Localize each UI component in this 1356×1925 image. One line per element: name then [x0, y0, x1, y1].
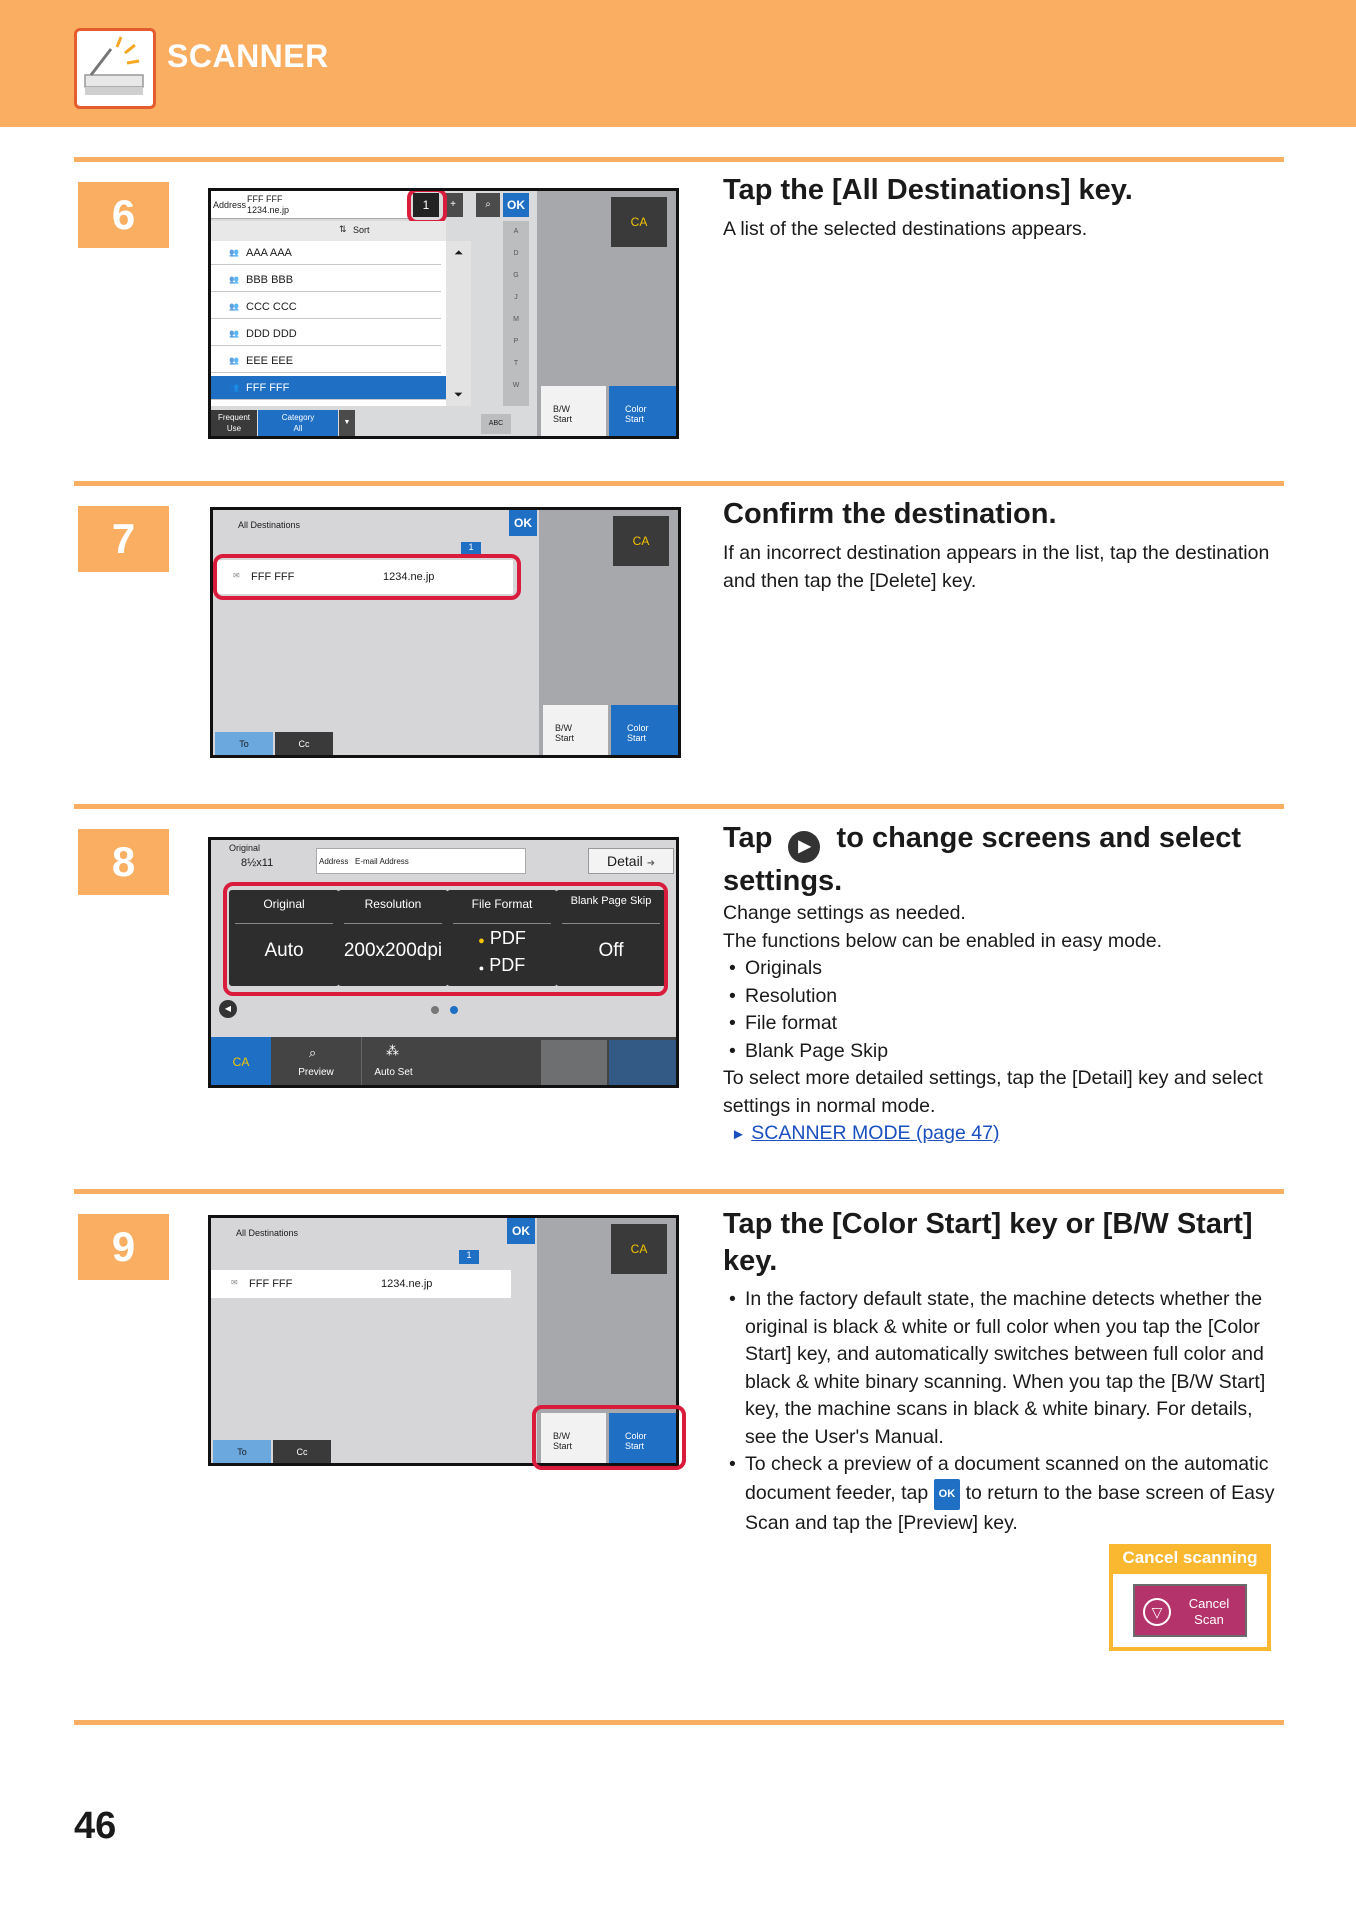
divider [74, 804, 1284, 809]
tile-value: PDF [489, 928, 526, 948]
step-number: 8 [78, 829, 169, 895]
preview-icon: ⌕ [309, 1045, 317, 1060]
heading-text: to change screens and select settings. [723, 822, 1242, 897]
color-label: Color [625, 1431, 647, 1441]
search-icon[interactable]: ⌕ [476, 193, 500, 217]
chevron-down-icon[interactable]: ▼ [339, 410, 355, 436]
page-header [0, 0, 1356, 127]
tile-title: Resolution [344, 890, 442, 924]
list-item[interactable] [211, 268, 441, 292]
list-item-label: AAA AAA [246, 247, 292, 259]
color-label: Start [625, 1441, 645, 1451]
scanner-mode-link[interactable]: SCANNER MODE (page 47) [751, 1122, 1000, 1144]
magic-wand-icon: ⁂ [386, 1043, 399, 1058]
original-label: Original [229, 843, 261, 853]
count-badge: 1 [459, 1250, 479, 1264]
index-letter[interactable]: A [513, 228, 519, 235]
sort-icon: ⇅ [339, 224, 347, 234]
step-body: A list of the selected destinations appears. [723, 218, 1088, 240]
prev-screen-icon[interactable]: ◀ [219, 1000, 237, 1018]
tile-value: Auto [264, 940, 304, 961]
bw-dot-icon: ● [478, 963, 485, 973]
dest-name: FFF FFF [249, 1278, 293, 1290]
bw-label: B/W [553, 1431, 570, 1441]
list-item[interactable] [211, 241, 441, 265]
index-letter[interactable]: D [513, 250, 519, 257]
highlight-box [407, 188, 447, 224]
bw-start-button-disabled [541, 1040, 607, 1086]
body-line: Change settings as needed. [723, 902, 966, 924]
category-value: All [293, 424, 303, 433]
tile-title: Blank Page Skip [562, 890, 660, 924]
address-bar[interactable] [211, 191, 411, 219]
arrow-right-icon: ➜ [646, 858, 656, 869]
cancel-scanning-box [1109, 1544, 1271, 1651]
contact-icon: 👥 [229, 383, 239, 392]
address-label: Address [319, 857, 349, 866]
cancel-box-title: Cancel scanning [1122, 1548, 1258, 1567]
color-label: Color [625, 404, 647, 414]
list-item-label: FFF FFF [246, 382, 290, 394]
list-title: All Destinations [236, 1228, 299, 1238]
divider [74, 481, 1284, 486]
count-badge: 1 [461, 542, 481, 554]
destination-row[interactable] [211, 1270, 511, 1298]
bullet-item: • In the factory default state, the machine detects whether the original is black & white or full color when you tap the [Color Start] key, and automatically switches between full color and black & white binary scanning. When you tap the [B/W Start] key, the machine scans in black & white binary. For details, see the User's Manual. [723, 1286, 1283, 1451]
section-title: SCANNER [167, 38, 329, 74]
contact-icon: 👥 [229, 275, 239, 284]
arrow-right-icon: ► [731, 1126, 746, 1143]
screenshot-step7 [210, 507, 681, 758]
step-body [723, 1286, 1283, 1538]
color-start-button[interactable] [609, 386, 677, 436]
bw-label: B/W [553, 404, 570, 414]
list-item[interactable] [211, 376, 446, 400]
address-value: 1234.ne.jp [247, 205, 290, 215]
category-select[interactable] [258, 410, 338, 436]
category-label: Category [281, 413, 315, 422]
index-letter[interactable]: J [514, 294, 518, 301]
step-body: If an incorrect destination appears in the list, tap the destination and then tap the [Delete] key. [723, 542, 1270, 592]
ok-button[interactable]: OK [507, 1218, 535, 1244]
abc-button[interactable]: ABC [481, 414, 511, 434]
next-screen-icon: ▶ [788, 831, 820, 863]
tile-value: PDF [489, 955, 526, 975]
list-item[interactable] [211, 322, 441, 346]
tile-title: File Format [453, 890, 551, 924]
bw-label: B/W [555, 723, 572, 733]
address-placeholder: E-mail Address [355, 857, 409, 866]
ok-button[interactable]: OK [509, 510, 537, 536]
dest-name: FFF FFF [251, 571, 295, 583]
tile-value: Off [598, 940, 624, 961]
color-label: Start [625, 414, 645, 424]
ok-button[interactable]: OK [503, 193, 529, 217]
address-field[interactable] [316, 848, 526, 874]
bw-label: Start [553, 1441, 573, 1451]
contact-icon: 👥 [229, 302, 239, 311]
ca-button[interactable]: CA [211, 1037, 271, 1087]
cc-tab[interactable]: Cc [273, 1440, 331, 1464]
mail-icon: ✉ [233, 571, 240, 580]
screenshot-step8 [208, 837, 679, 1088]
contact-icon: 👥 [229, 248, 239, 257]
cancel-label: Scan [1194, 1612, 1224, 1627]
index-letter[interactable]: P [513, 338, 519, 345]
highlight-box [213, 554, 521, 600]
bullet-item: • Resolution [723, 983, 1283, 1011]
page-dot [431, 1006, 439, 1014]
to-tab[interactable]: To [215, 732, 273, 756]
preview-button[interactable] [273, 1037, 359, 1087]
destination-list [211, 241, 446, 406]
bw-start-button[interactable] [543, 705, 608, 755]
body-line: The functions below can be enabled in easy mode. [723, 929, 1163, 952]
bw-label: Start [555, 733, 575, 743]
step-number: 6 [78, 182, 169, 248]
stop-icon: ▽ [1143, 1598, 1171, 1626]
page-number: 46 [74, 1805, 117, 1847]
bullet-item: • Originals [723, 955, 1283, 983]
tile-value: 200x200dpi [343, 940, 443, 961]
index-letter[interactable]: M [513, 316, 519, 323]
address-label: Address [213, 200, 247, 210]
bullet-text: to return to the base screen of Easy Scan and tap the [Preview] key. [745, 1481, 1275, 1534]
frequent-use-tab[interactable]: Frequent Use [211, 410, 257, 436]
step-number: 7 [78, 506, 169, 572]
step-heading: Tap the [Color Start] key or [B/W Start] key. [723, 1208, 1253, 1277]
highlight-box [532, 1405, 686, 1470]
list-item-label: DDD DDD [246, 328, 297, 340]
dest-address: 1234.ne.jp [383, 571, 435, 583]
ca-button[interactable]: CA [613, 516, 669, 566]
to-tab[interactable]: To [213, 1440, 271, 1464]
index-letter[interactable]: G [513, 272, 519, 279]
heading-text: Tap [723, 822, 773, 854]
highlight-box [223, 882, 668, 996]
list-item-label: BBB BBB [246, 274, 294, 286]
step-body [723, 900, 1283, 1149]
divider [74, 1189, 1284, 1194]
bullet-item: • File format [723, 1010, 1283, 1038]
list-item-label: CCC CCC [246, 301, 297, 313]
dest-address: 1234.ne.jp [381, 1278, 433, 1290]
bw-start-button[interactable] [541, 386, 606, 436]
bullet-text: To check a preview of a document scanned on the automatic document feeder, tap [745, 1453, 1269, 1504]
bw-label: Start [553, 414, 573, 424]
divider [74, 1720, 1284, 1725]
preview-label: Preview [298, 1067, 334, 1078]
screenshot-step6 [208, 188, 679, 439]
auto-set-button[interactable] [361, 1037, 425, 1087]
add-icon[interactable]: + [443, 193, 463, 217]
index-letter[interactable]: W [512, 382, 520, 389]
list-item[interactable] [211, 349, 441, 373]
address-value: FFF FFF [247, 194, 283, 204]
scroll-top-icon[interactable]: ⏶ [454, 247, 463, 259]
contact-icon: 👥 [229, 356, 239, 365]
dest-list-panel [211, 1218, 537, 1463]
step-heading: Tap the [All Destinations] key. [723, 174, 1133, 206]
contact-icon: 👥 [229, 329, 239, 338]
ca-button[interactable]: CA [611, 197, 667, 247]
color-label: Color [627, 723, 649, 733]
list-item[interactable] [211, 295, 441, 319]
body-line: To select more detailed settings, tap the [Detail] key and select settings in normal mode. [723, 1067, 1263, 1117]
color-start-button-disabled [609, 1040, 677, 1086]
bullet-item: • Blank Page Skip [723, 1038, 1283, 1066]
list-item-label: EEE EEE [246, 355, 294, 367]
divider [74, 157, 1284, 162]
alpha-index[interactable] [503, 221, 529, 406]
ok-icon: OK [934, 1479, 961, 1511]
color-start-button[interactable] [611, 705, 679, 755]
auto-set-label: Auto Set [374, 1067, 413, 1078]
mail-icon: ✉ [231, 1278, 238, 1287]
all-destinations-button[interactable]: 1 [413, 193, 439, 217]
scanner-logo-icon [74, 28, 156, 109]
sort-bar[interactable] [211, 221, 446, 241]
sort-label: Sort [353, 225, 370, 235]
step-heading [723, 820, 1283, 900]
detail-label: Detail [607, 853, 643, 869]
color-label: Start [627, 733, 647, 743]
original-size: 8½x11 [241, 857, 274, 869]
cc-tab[interactable]: Cc [275, 732, 333, 756]
color-dots-icon: ● [478, 935, 485, 947]
scroll-bottom-icon[interactable]: ⏷ [454, 389, 463, 401]
index-letter[interactable]: T [513, 360, 519, 367]
detail-button[interactable] [588, 848, 674, 874]
cancel-scan-button[interactable] [1133, 1584, 1247, 1637]
cancel-label: Cancel [1188, 1596, 1230, 1611]
dest-list-panel [213, 510, 539, 755]
ca-button[interactable]: CA [611, 1224, 667, 1274]
step-heading: Confirm the destination. [723, 498, 1057, 530]
bullet-item [723, 1451, 1283, 1538]
list-scrollbar[interactable] [446, 241, 471, 406]
list-title: All Destinations [238, 520, 301, 530]
page-dot-active [450, 1006, 458, 1014]
step-number: 9 [78, 1214, 169, 1280]
tile-title: Original [235, 890, 333, 924]
